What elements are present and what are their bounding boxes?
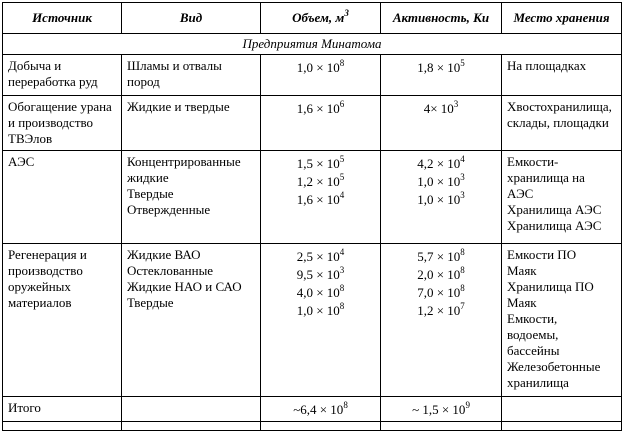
cell-storage-line: водоемы, <box>507 327 559 342</box>
cell-activity <box>381 244 502 397</box>
cell-activity-exponent: 8 <box>460 283 465 293</box>
header-activity: Активность, Ки <box>381 3 502 34</box>
cell-volume-mantissa: 1,6 × 10 <box>296 101 340 116</box>
cell-source <box>3 397 122 422</box>
table-row <box>3 244 622 397</box>
cell-storage-line: Емкости- <box>507 154 559 169</box>
cell-storage-line: Хранилища ПО <box>507 279 594 294</box>
cell-volume-exponent: 5 <box>339 154 345 164</box>
cell-activity-value <box>386 156 496 172</box>
cell-activity-value <box>386 402 496 418</box>
cell-storage-line: Емкости, <box>507 311 558 326</box>
cell-activity-exponent: 3 <box>460 172 465 182</box>
cell-type-line: Твердые <box>127 295 174 310</box>
cell-volume-mantissa: 2,5 × 10 <box>296 249 340 264</box>
cell-source <box>3 151 122 244</box>
table-row <box>3 397 622 422</box>
cell-activity-mantissa: 1,0 × 10 <box>417 192 461 207</box>
cell-volume-value <box>266 267 375 283</box>
cell-activity-mantissa: 4,2 × 10 <box>417 156 461 171</box>
cell-storage-line: хранилища <box>507 375 569 390</box>
cell-source-line: Регенерация и <box>8 247 87 262</box>
cell-type-line: Жидкие НАО и САО <box>127 279 242 294</box>
header-type: Вид <box>122 3 261 34</box>
cell-activity-exponent: 4 <box>460 154 465 164</box>
cell-volume-value <box>266 101 375 117</box>
cell-type-line: Твердые <box>127 186 174 201</box>
cell-activity-exponent: 3 <box>453 99 459 109</box>
cell-volume-value <box>266 285 375 301</box>
cell-volume-value <box>266 174 375 190</box>
cell-volume-mantissa: ~6,4 × 10 <box>293 402 344 417</box>
cell-activity-exponent: 8 <box>460 247 465 257</box>
cell-storage-line: Маяк <box>507 263 537 278</box>
cell-storage-line: Хранилища АЭС <box>507 218 602 233</box>
cell-volume-value <box>266 156 375 172</box>
cell-volume <box>261 96 381 151</box>
cell-volume-exponent: 8 <box>343 400 348 410</box>
cell-type <box>122 55 261 96</box>
cell-activity-mantissa: 1,8 × 10 <box>417 60 461 75</box>
cell-activity-value <box>386 60 496 76</box>
cell-activity <box>381 55 502 96</box>
band-row <box>3 34 622 55</box>
cell-type-line: жидкие <box>127 170 169 185</box>
cell-source-line: Добыча и <box>8 58 62 73</box>
cell-source-line: оружейных <box>8 279 71 294</box>
cell-empty <box>381 422 502 431</box>
cell-volume <box>261 244 381 397</box>
cell-volume-mantissa: 4,0 × 10 <box>296 285 340 300</box>
header-source: Источник <box>3 3 122 34</box>
cell-type-line: Отвержденные <box>127 202 211 217</box>
cell-storage <box>502 96 622 151</box>
cell-empty <box>122 422 261 431</box>
cell-type <box>122 244 261 397</box>
cell-activity <box>381 397 502 422</box>
cell-source-line: АЭС <box>8 154 35 169</box>
cell-volume-exponent: 8 <box>339 283 345 293</box>
header-volume <box>261 3 381 34</box>
waste-table <box>2 2 622 431</box>
cell-activity-mantissa: 7,0 × 10 <box>417 285 461 300</box>
cell-empty <box>3 422 122 431</box>
cell-type-line: Шламы и отвалы <box>127 58 222 73</box>
cell-empty <box>502 422 622 431</box>
cell-storage-line: Хранилища АЭС <box>507 202 602 217</box>
cell-source <box>3 244 122 397</box>
cell-activity-value <box>386 285 496 301</box>
cell-storage-line: Маяк <box>507 295 537 310</box>
cell-activity-mantissa: 5,7 × 10 <box>417 249 461 264</box>
cell-type-line: Концентрированные <box>127 154 241 169</box>
cell-type-line: Жидкие и твердые <box>127 99 230 114</box>
cell-activity-mantissa: 4× 10 <box>423 101 454 116</box>
cell-activity-value <box>386 192 496 208</box>
cell-activity <box>381 96 502 151</box>
cell-activity-exponent: 7 <box>460 301 465 311</box>
cell-volume-value <box>266 402 375 418</box>
cell-activity-value <box>386 303 496 319</box>
cell-type <box>122 397 261 422</box>
cell-source-line: и производство <box>8 115 94 130</box>
cell-volume-mantissa: 1,6 × 10 <box>296 192 340 207</box>
cell-type-line: Жидкие ВАО <box>127 247 201 262</box>
cell-type-line: Остеклованные <box>127 263 214 278</box>
cell-activity <box>381 151 502 244</box>
cell-storage-line: Хвостохранилища, <box>507 99 612 114</box>
cell-volume-mantissa: 1,2 × 10 <box>296 174 340 189</box>
band-cell: Предприятия Минатома <box>3 34 622 55</box>
cell-storage-line: Емкости ПО <box>507 247 577 262</box>
cell-storage-line: На площадках <box>507 58 587 73</box>
cell-activity-exponent: 3 <box>460 190 465 200</box>
cell-volume-value <box>266 60 375 76</box>
cell-volume-mantissa: 1,0 × 10 <box>296 303 340 318</box>
cell-volume-exponent: 3 <box>339 265 345 275</box>
cell-source-line: ТВЭлов <box>8 131 53 146</box>
header-row <box>3 3 622 34</box>
cell-storage-line: хранилища на <box>507 170 585 185</box>
table-row <box>3 55 622 96</box>
cell-source-line: Обогащение урана <box>8 99 112 114</box>
cell-storage-line: АЭС <box>507 186 534 201</box>
cell-storage <box>502 244 622 397</box>
cell-volume <box>261 397 381 422</box>
cell-type <box>122 151 261 244</box>
table-row <box>3 96 622 151</box>
cell-volume <box>261 151 381 244</box>
cell-type <box>122 96 261 151</box>
cell-type-line: пород <box>127 74 160 89</box>
cell-volume <box>261 55 381 96</box>
cell-storage <box>502 151 622 244</box>
cell-activity-exponent: 5 <box>460 58 465 68</box>
cell-activity-mantissa: 2,0 × 10 <box>417 267 461 282</box>
cell-source <box>3 96 122 151</box>
cell-storage-line: склады, площадки <box>507 115 609 130</box>
cell-volume-value <box>266 192 375 208</box>
cell-volume-value <box>266 249 375 265</box>
cell-activity-value <box>386 174 496 190</box>
cell-activity-mantissa: ~ 1,5 × 10 <box>412 402 466 417</box>
cell-storage <box>502 397 622 422</box>
cell-storage-line: Железобетонные <box>507 359 601 374</box>
header-volume-sup: 3 <box>344 8 349 18</box>
header-volume-label: Объем, м <box>292 10 345 25</box>
cell-source <box>3 55 122 96</box>
cell-empty <box>261 422 381 431</box>
header-storage: Место хранения <box>502 3 622 34</box>
cell-activity-exponent: 8 <box>460 265 465 275</box>
cell-storage <box>502 55 622 96</box>
cell-volume-value <box>266 303 375 319</box>
cell-volume-exponent: 8 <box>339 301 345 311</box>
cell-volume-mantissa: 1,0 × 10 <box>296 60 340 75</box>
cell-source-line: переработка руд <box>8 74 98 89</box>
cell-volume-mantissa: 9,5 × 10 <box>296 267 340 282</box>
cell-activity-mantissa: 1,2 × 10 <box>417 303 461 318</box>
cell-volume-mantissa: 1,5 × 10 <box>296 156 340 171</box>
table-row-trailing <box>3 422 622 431</box>
cell-source-line: производство <box>8 263 83 278</box>
cell-activity-exponent: 9 <box>465 400 470 410</box>
cell-source-line: Итого <box>8 400 41 415</box>
cell-volume-exponent: 4 <box>339 190 345 200</box>
cell-volume-exponent: 4 <box>339 247 345 257</box>
table-row <box>3 151 622 244</box>
cell-volume-exponent: 5 <box>339 172 345 182</box>
cell-activity-value <box>386 249 496 265</box>
cell-activity-value <box>386 101 496 117</box>
cell-activity-value <box>386 267 496 283</box>
cell-volume-exponent: 6 <box>339 99 345 109</box>
cell-activity-mantissa: 1,0 × 10 <box>417 174 461 189</box>
cell-volume-exponent: 8 <box>339 58 345 68</box>
cell-source-line: материалов <box>8 295 72 310</box>
cell-storage-line: бассейны <box>507 343 560 358</box>
